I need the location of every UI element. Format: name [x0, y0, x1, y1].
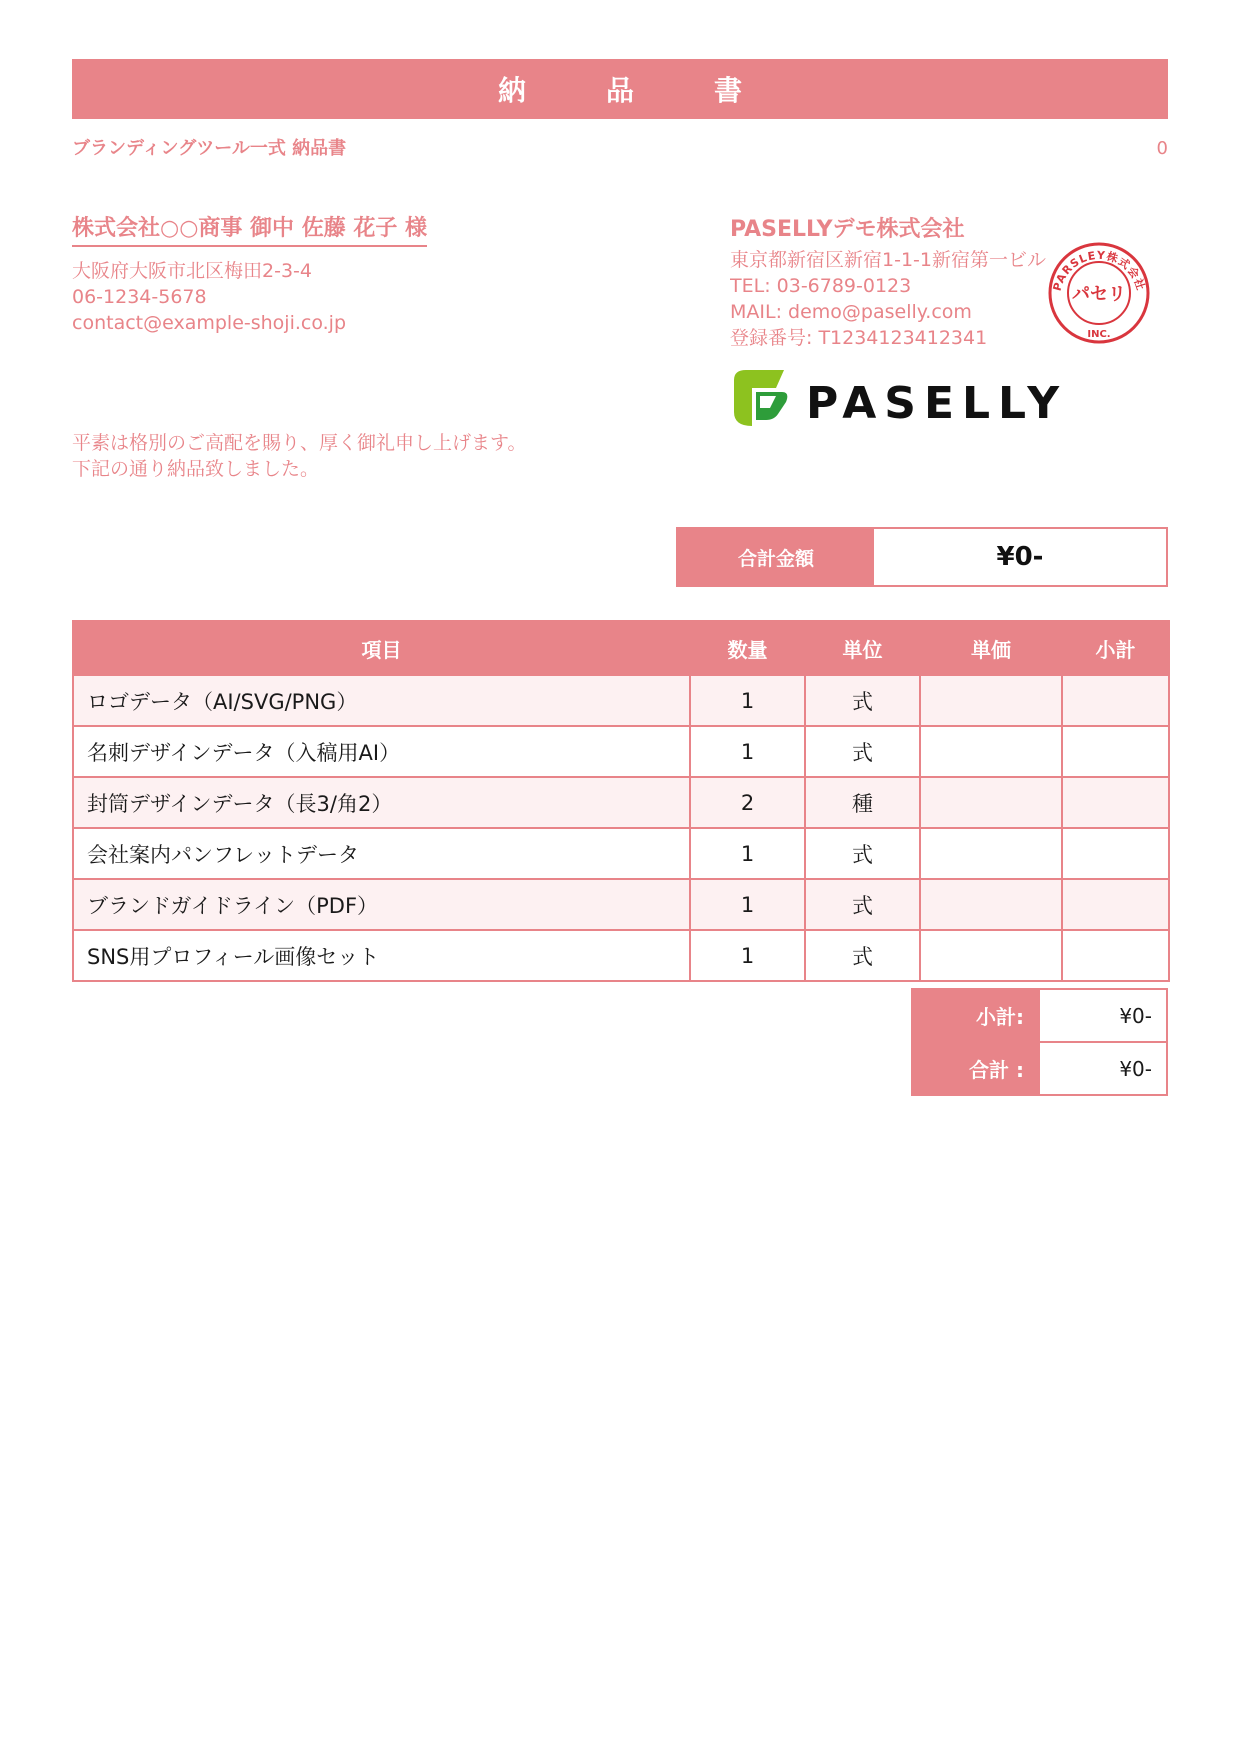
greeting-line-2: 下記の通り納品致しました。	[72, 458, 320, 480]
row-item: ブランドガイドライン（PDF）	[73, 879, 690, 930]
sender-company-name: PASELLYデモ株式会社	[730, 217, 965, 242]
summary-total-label: 合計 :	[912, 1042, 1039, 1095]
row-subtotal	[1062, 828, 1169, 879]
summary-subtotal-label: 小計:	[912, 989, 1039, 1042]
greeting-line-1: 平素は格別のご高配を賜り、厚く御礼申し上げます。	[72, 432, 527, 454]
row-unit: 式	[805, 675, 920, 726]
summary-subtotal-value: ¥0-	[1039, 989, 1167, 1042]
row-subtotal	[1062, 879, 1169, 930]
table-row	[73, 675, 1169, 726]
document-subject: ブランディングツール一式 納品書	[72, 138, 347, 159]
paselly-logo	[730, 368, 1070, 430]
row-subtotal	[1062, 726, 1169, 777]
header-unit: 単位	[805, 621, 920, 675]
seal-ring-text: PARSLEY株式会社	[1050, 248, 1148, 293]
row-qty: 1	[690, 675, 805, 726]
row-item: SNS用プロフィール画像セット	[73, 930, 690, 981]
header-item: 項目	[73, 621, 690, 675]
recipient-name: 株式会社○○商事 御中 佐藤 花子 様	[72, 211, 427, 247]
total-amount-label: 合計金額	[678, 529, 874, 585]
row-qty: 1	[690, 726, 805, 777]
table-row	[73, 777, 1169, 828]
row-item: 名刺デザインデータ（入稿用AI）	[73, 726, 690, 777]
seal-bottom-text: INC.	[1087, 329, 1111, 340]
row-price	[920, 930, 1062, 981]
sender-tel: TEL: 03-6789-0123	[730, 275, 912, 297]
row-unit: 式	[805, 828, 920, 879]
total-amount-box	[676, 527, 1168, 587]
row-qty: 2	[690, 777, 805, 828]
logo-wordmark: PASELLY	[806, 378, 1068, 429]
row-unit: 種	[805, 777, 920, 828]
row-subtotal	[1062, 675, 1169, 726]
row-qty: 1	[690, 828, 805, 879]
total-amount-value: ¥0-	[996, 542, 1044, 572]
sender-registration: 登録番号: T1234123412341	[730, 327, 988, 349]
recipient-address: 大阪府大阪市北区梅田2-3-4	[72, 260, 312, 282]
row-subtotal	[1062, 777, 1169, 828]
header-subtotal: 小計	[1062, 621, 1169, 675]
seal-center-text: パセリ	[1072, 284, 1126, 305]
row-qty: 1	[690, 879, 805, 930]
table-row	[73, 930, 1169, 981]
header-price: 単価	[920, 621, 1062, 675]
document-title: 納 品 書	[72, 59, 1168, 119]
row-item: 会社案内パンフレットデータ	[73, 828, 690, 879]
recipient-info	[72, 258, 346, 336]
greeting-text	[72, 430, 526, 482]
table-row	[73, 726, 1169, 777]
summary-total-value: ¥0-	[1039, 1042, 1167, 1095]
table-header-row	[73, 621, 1169, 675]
row-qty: 1	[690, 930, 805, 981]
row-unit: 式	[805, 726, 920, 777]
items-table	[72, 620, 1170, 982]
header-qty: 数量	[690, 621, 805, 675]
row-price	[920, 675, 1062, 726]
row-price	[920, 726, 1062, 777]
row-price	[920, 777, 1062, 828]
leaf-logo-icon	[734, 370, 787, 426]
summary-subtotal-row	[912, 989, 1167, 1042]
sender-mail: MAIL: demo@paselly.com	[730, 301, 972, 323]
row-unit: 式	[805, 879, 920, 930]
company-seal-stamp	[1046, 240, 1152, 346]
row-price	[920, 828, 1062, 879]
summary-table	[911, 988, 1168, 1096]
table-row	[73, 828, 1169, 879]
row-unit: 式	[805, 930, 920, 981]
row-item: ロゴデータ（AI/SVG/PNG）	[73, 675, 690, 726]
row-price	[920, 879, 1062, 930]
table-row	[73, 879, 1169, 930]
recipient-email: contact@example-shoji.co.jp	[72, 312, 347, 334]
row-item: 封筒デザインデータ（長3/角2）	[73, 777, 690, 828]
recipient-tel: 06-1234-5678	[72, 286, 207, 308]
row-subtotal	[1062, 930, 1169, 981]
document-number: 0	[1156, 138, 1168, 159]
summary-total-row	[912, 1042, 1167, 1095]
sender-address: 東京都新宿区新宿1-1-1新宿第一ビル	[730, 249, 1046, 271]
